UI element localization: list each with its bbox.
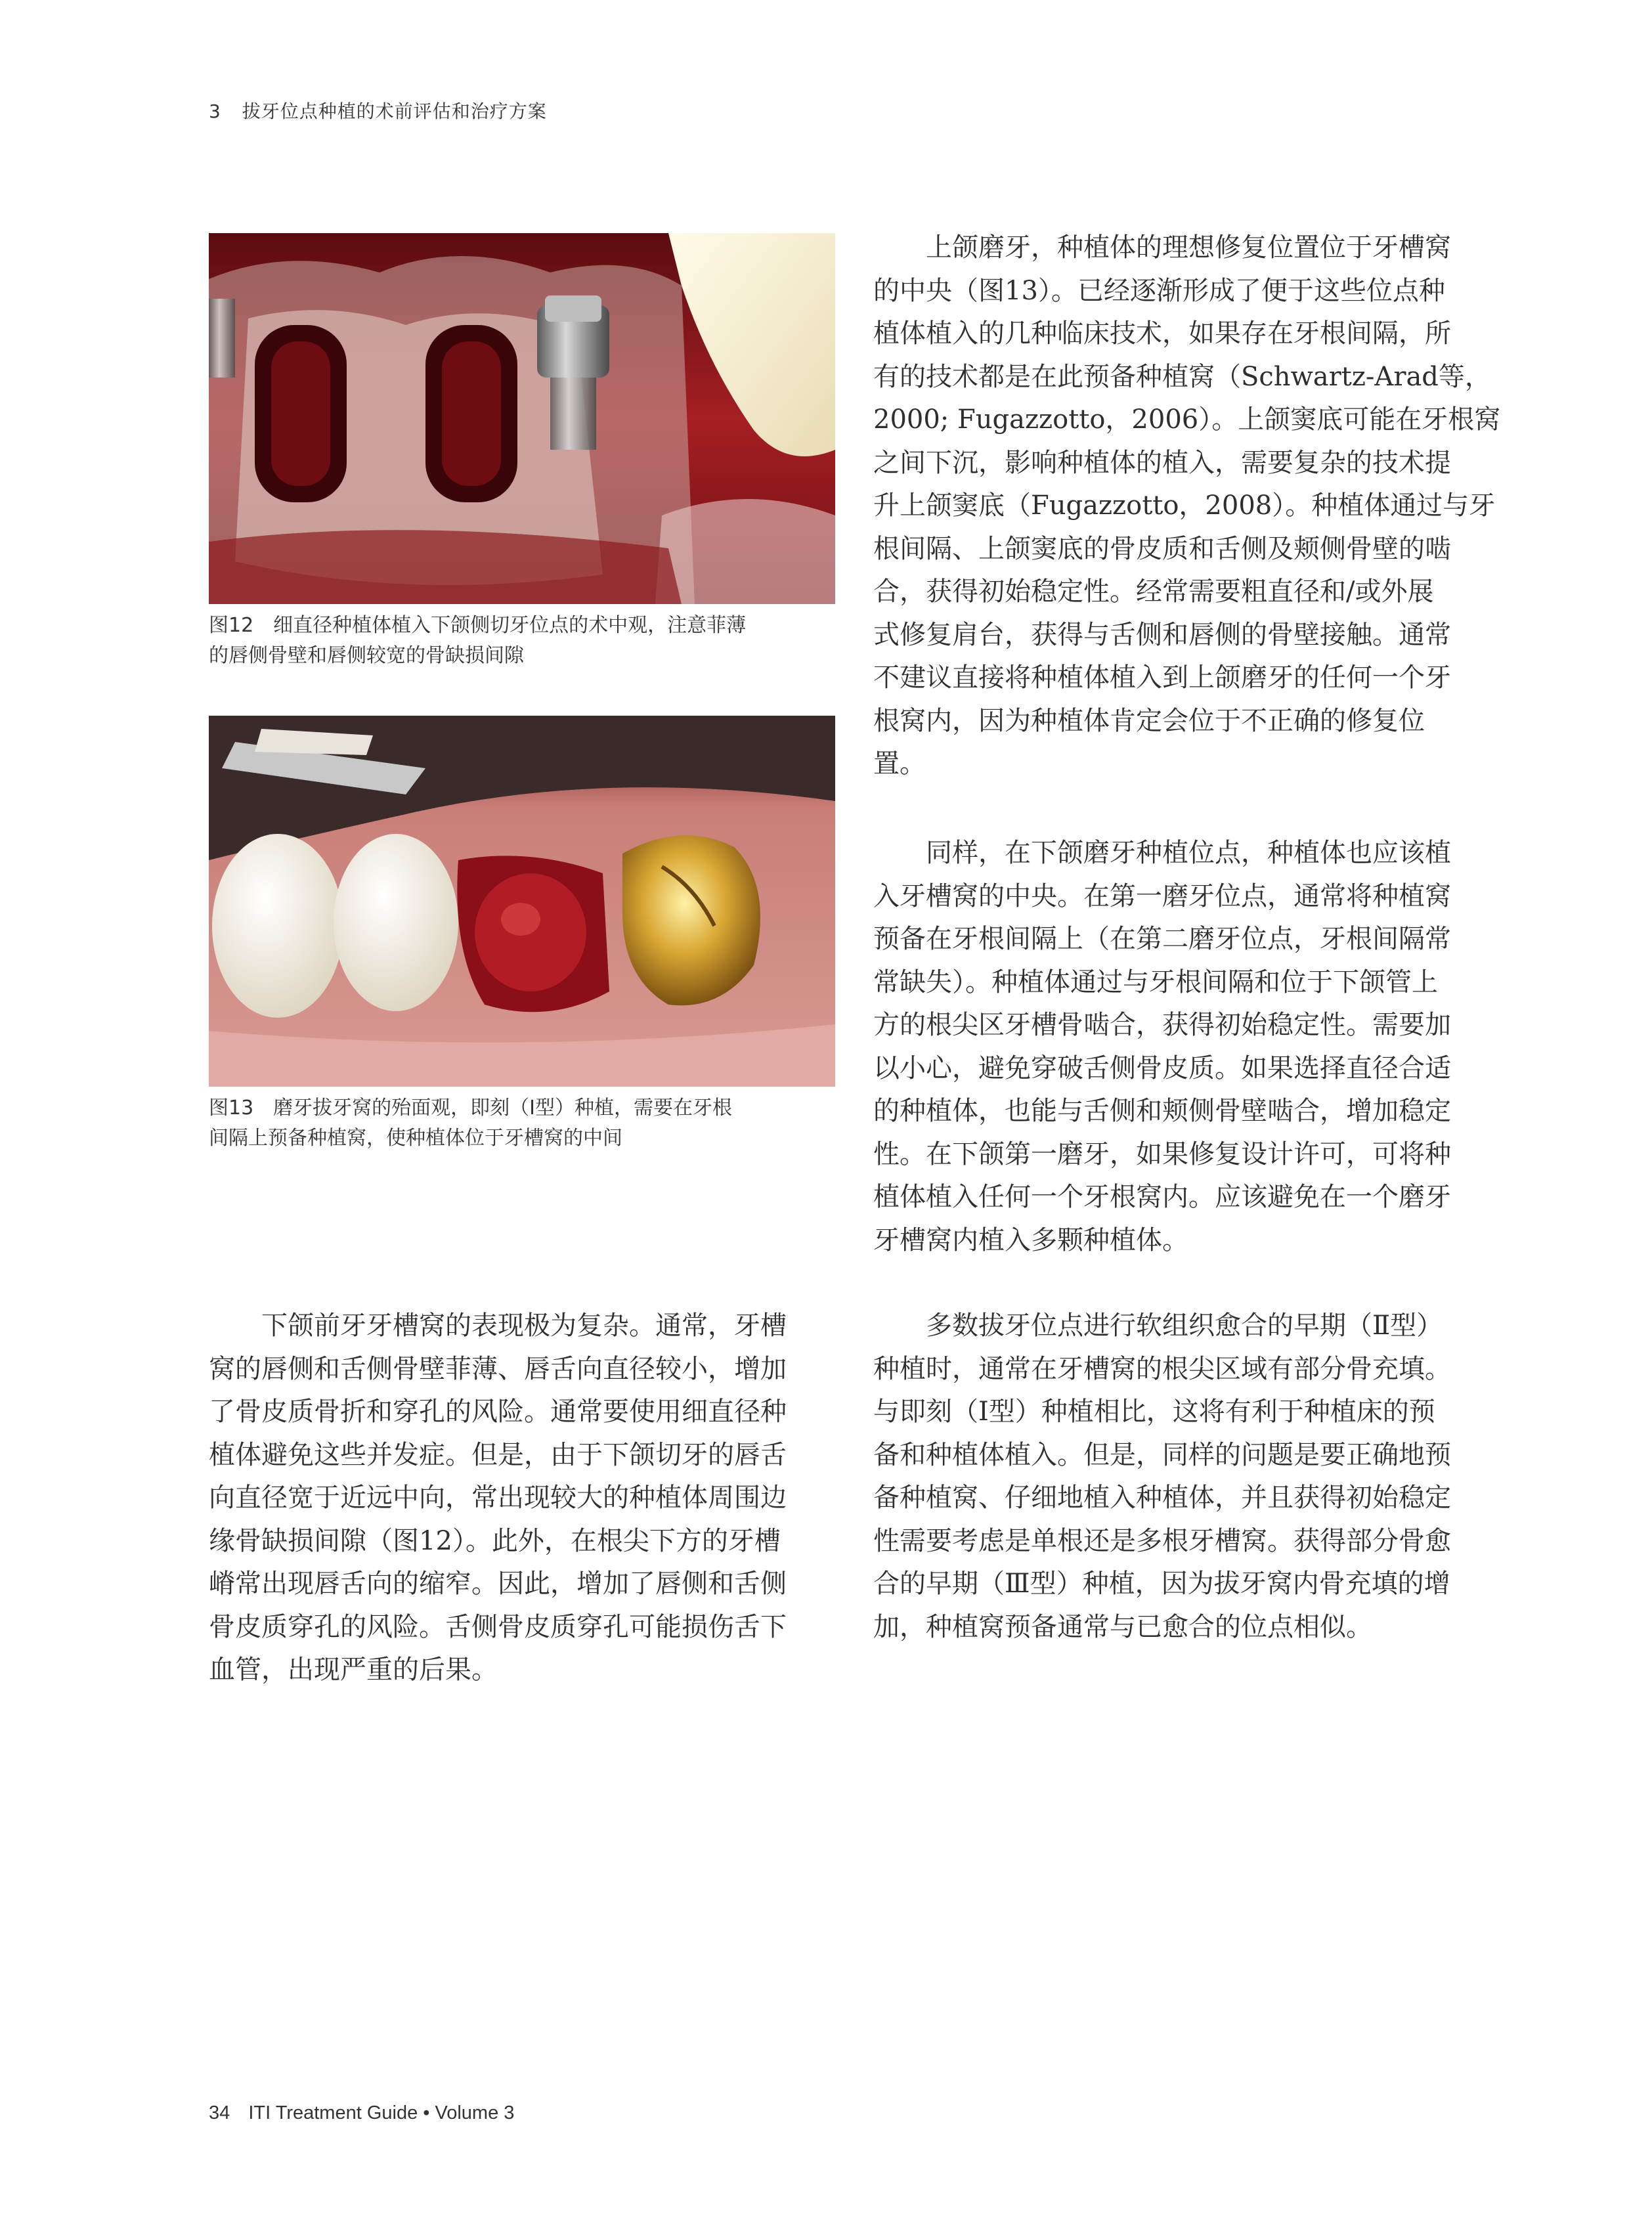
- text-line: 的种植体，也能与舌侧和颊侧骨壁啮合，增加稳定: [873, 1096, 1451, 1126]
- caption-line: 图12 细直径种植体植入下颌侧切牙位点的术中观，注意菲薄: [209, 614, 747, 637]
- chapter-title: 拔牙位点种植的术前评估和治疗方案: [242, 100, 547, 122]
- text-line: 种植时，通常在牙槽窝的根尖区域有部分骨充填。: [873, 1353, 1451, 1384]
- text-line: 植体植入的几种临床技术，如果存在牙根间隔，所: [873, 318, 1451, 349]
- figure-13-caption: [209, 1093, 839, 1154]
- figure-13-photo: [209, 716, 835, 1087]
- publication-title: ITI Treatment Guide • Volume 3: [248, 2102, 515, 2123]
- text-line: 入牙槽窝的中央。在第一磨牙位点，通常将种植窝: [873, 881, 1451, 911]
- text-line: 的中央（图13）。已经逐渐形成了便于这些位点种: [873, 275, 1445, 306]
- text-line: 缘骨缺损间隙（图12）。此外，在根尖下方的牙槽: [209, 1525, 781, 1556]
- caption-line: 图13 磨牙拔牙窝的殆面观，即刻（Ⅰ型）种植，需要在牙根: [209, 1097, 733, 1120]
- text-line: 上颌磨牙，种植体的理想修复位置位于牙槽窝: [873, 232, 1451, 263]
- text-line: 窝的唇侧和舌侧骨壁菲薄、唇舌向直径较小，增加: [209, 1353, 787, 1384]
- text-line: 向直径宽于近远中向，常出现较大的种植体周围边: [209, 1483, 787, 1513]
- figure-12-image: [209, 233, 835, 604]
- caption-line: 间隔上预备种植窝，使种植体位于牙槽窝的中间: [209, 1127, 622, 1150]
- text-line: 下颌前牙牙槽窝的表现极为复杂。通常，牙槽: [209, 1311, 787, 1341]
- running-header: [209, 97, 547, 123]
- page-number: 34: [209, 2102, 230, 2123]
- text-line: 了骨皮质骨折和穿孔的风险。通常要使用细直径种: [209, 1397, 787, 1427]
- page-footer: [209, 2102, 514, 2124]
- text-line: 置。: [873, 749, 926, 779]
- caption-line: 的唇侧骨壁和唇侧较宽的骨缺损间隙: [209, 644, 524, 667]
- text-line: 有的技术都是在此预备种植窝（Schwartz-Arad等，: [873, 361, 1491, 392]
- text-line: 多数拔牙位点进行软组织愈合的早期（Ⅱ型）: [873, 1311, 1443, 1341]
- text-line: 不建议直接将种植体植入到上颌磨牙的任何一个牙: [873, 663, 1451, 693]
- text-line: 加，种植窝预备通常与已愈合的位点相似。: [873, 1611, 1372, 1642]
- text-line: 之间下沉，影响种植体的植入，需要复杂的技术提: [873, 447, 1451, 478]
- figure-12-photo: [209, 233, 835, 604]
- text-line: 骨皮质穿孔的风险。舌侧骨皮质穿孔可能损伤舌下: [209, 1611, 787, 1642]
- text-line: 合，获得初始稳定性。经常需要粗直径和/或外展: [873, 576, 1434, 607]
- text-line: 同样，在下颌磨牙种植位点，种植体也应该植: [873, 838, 1451, 868]
- text-line: 根窝内，因为种植体肯定会位于不正确的修复位: [873, 705, 1425, 736]
- text-line: 式修复肩台，获得与舌侧和唇侧的骨壁接触。通常: [873, 619, 1451, 650]
- paragraph-mandibular-anterior: [209, 1305, 839, 1692]
- text-line: 根间隔、上颌窦底的骨皮质和舌侧及颊侧骨壁的啮: [873, 533, 1451, 564]
- text-line: 性。在下颌第一磨牙，如果修复设计许可，可将种: [873, 1139, 1451, 1169]
- text-line: 性需要考虑是单根还是多根牙槽窝。获得部分骨愈: [873, 1525, 1451, 1556]
- text-line: 2000; Fugazzotto，2006）。上颌窦底可能在牙根窝: [873, 404, 1501, 435]
- text-line: 牙槽窝内植入多颗种植体。: [873, 1225, 1188, 1255]
- text-line: 与即刻（Ⅰ型）种植相比，这将有利于种植床的预: [873, 1397, 1435, 1427]
- text-line: 常缺失）。种植体通过与牙根间隔和位于下颌管上: [873, 967, 1438, 997]
- figure-13-image: [209, 716, 835, 1087]
- text-line: 植体避免这些并发症。但是，由于下颌切牙的唇舌: [209, 1439, 787, 1470]
- chapter-number: 3: [209, 100, 221, 122]
- text-line: 合的早期（Ⅲ型）种植，因为拔牙窝内骨充填的增: [873, 1569, 1450, 1599]
- paragraph-mandibular-molars: [873, 832, 1504, 1262]
- text-line: 嵴常出现唇舌向的缩窄。因此，增加了唇侧和舌侧: [209, 1569, 787, 1599]
- figure-12-caption: [209, 611, 839, 671]
- paragraph-maxillary-molars: [873, 227, 1504, 786]
- text-line: 升上颌窦底（Fugazzotto，2008）。种植体通过与牙: [873, 490, 1496, 521]
- text-line: 备种植窝、仔细地植入种植体，并且获得初始稳定: [873, 1483, 1451, 1513]
- text-line: 植体植入任何一个牙根窝内。应该避免在一个磨牙: [873, 1182, 1451, 1212]
- text-line: 方的根尖区牙槽骨啮合，获得初始稳定性。需要加: [873, 1010, 1451, 1040]
- text-line: 预备在牙根间隔上（在第二磨牙位点，牙根间隔常: [873, 924, 1451, 954]
- paragraph-early-implant: [873, 1305, 1504, 1649]
- text-line: 血管，出现严重的后果。: [209, 1655, 498, 1685]
- text-line: 以小心，避免穿破舌侧骨皮质。如果选择直径合适: [873, 1053, 1451, 1083]
- text-line: 备和种植体植入。但是，同样的问题是要正确地预: [873, 1439, 1451, 1470]
